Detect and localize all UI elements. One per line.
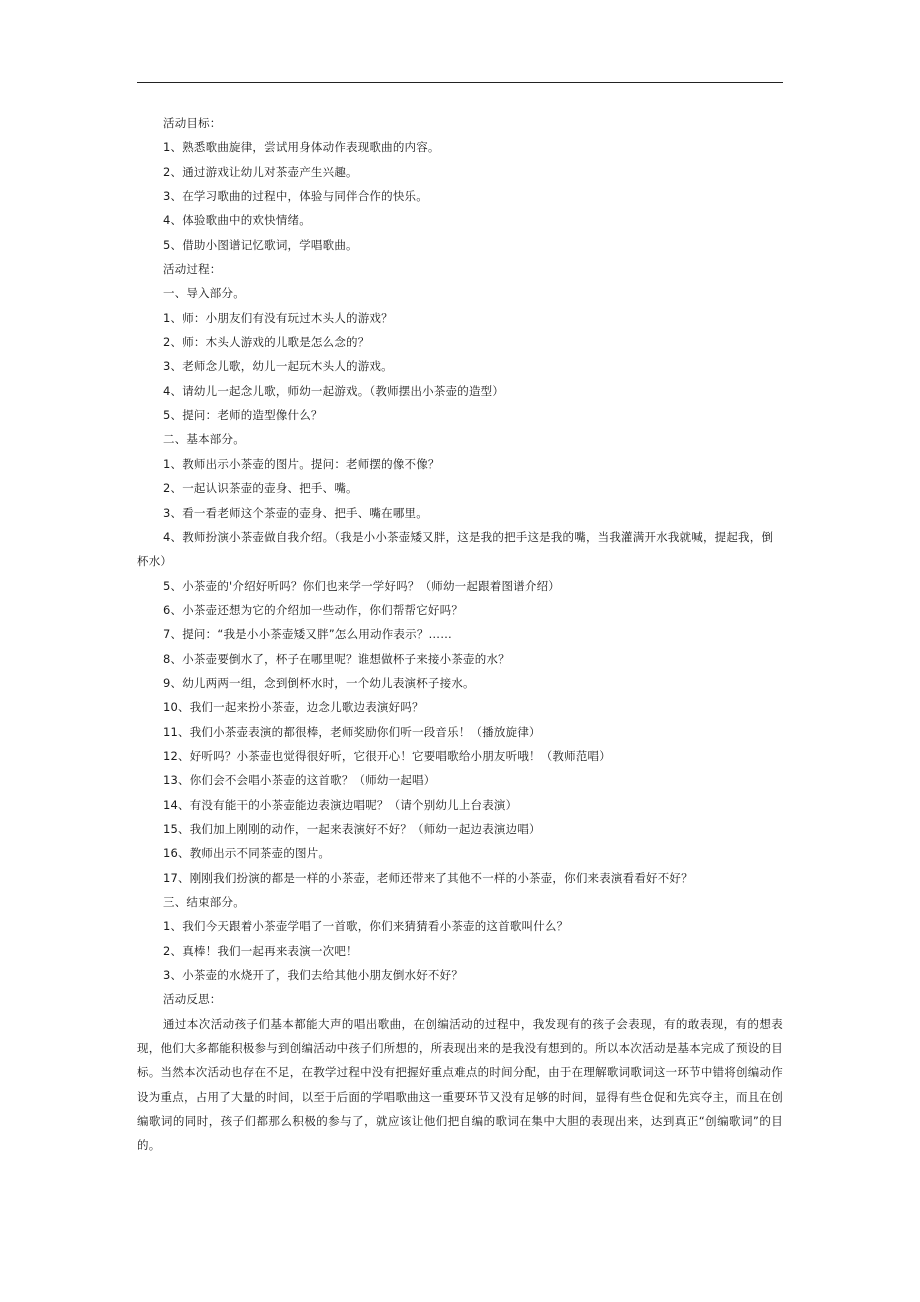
goals-heading: 活动目标： bbox=[163, 116, 222, 130]
step-item: 4、教师扮演小茶壶做自我介绍。（我是小小茶壶矮又胖，这是我的把手这是我的嘴，当我灌满开水我就喊，提起我，倒杯水） bbox=[137, 529, 774, 569]
part3-heading: 三、结束部分。 bbox=[163, 895, 245, 909]
reflection-heading: 活动反思： bbox=[163, 992, 222, 1007]
step-item: 3、看一看老师这个茶壶的壶身、把手、嘴在哪里。 bbox=[163, 505, 428, 520]
step-item: 15、我们加上刚刚的动作，一起来表演好不好？（师幼一起边表演边唱） bbox=[163, 821, 541, 836]
process-heading: 活动过程： bbox=[163, 262, 222, 277]
step-item: 17、刚刚我们扮演的都是一样的小茶壶，老师还带来了其他不一样的小茶壶，你们来表演看看好不好？ bbox=[163, 870, 693, 885]
step-item: 5、小茶壶的'介绍好听吗？你们也来学一学好吗？（师幼一起跟着图谱介绍） bbox=[163, 578, 560, 593]
step-item: 6、小茶壶还想为它的介绍加一些动作，你们帮帮它好吗？ bbox=[163, 602, 464, 617]
step-item: 3、小茶壶的水烧开了，我们去给其他小朋友倒水好不好？ bbox=[163, 968, 464, 983]
part2-heading: 二、基本部分。 bbox=[163, 432, 245, 447]
goal-item: 2、通过游戏让幼儿对茶壶产生兴趣。 bbox=[163, 164, 358, 179]
part1-heading: 一、导入部分。 bbox=[163, 286, 245, 301]
step-item: 9、幼儿两两一组，念到倒杯水时，一个幼儿表演杯子接水。 bbox=[163, 675, 475, 690]
header-rule bbox=[137, 82, 783, 83]
step-item: 3、老师念儿歌，幼儿一起玩木头人的游戏。 bbox=[163, 359, 393, 374]
goal-item: 1、熟悉歌曲旋律，尝试用身体动作表现歌曲的内容。 bbox=[163, 140, 440, 155]
step-item: 4、请幼儿一起念儿歌，师幼一起游戏。（教师摆出小茶壶的造型） bbox=[163, 383, 505, 398]
goal-item: 4、体验歌曲中的欢快情绪。 bbox=[163, 213, 311, 228]
step-item: 13、你们会不会唱小茶壶的这首歌？（师幼一起唱） bbox=[163, 773, 436, 788]
step-item: 10、我们一起来扮小茶壶，边念儿歌边表演好吗？ bbox=[163, 700, 424, 715]
goal-item: 3、在学习歌曲的过程中，体验与同伴合作的快乐。 bbox=[163, 189, 428, 204]
step-item: 5、提问：老师的造型像什么？ bbox=[163, 408, 323, 423]
step-item: 1、师：小朋友们有没有玩过木头人的游戏？ bbox=[163, 310, 393, 325]
step-item: 2、真棒！我们一起再来表演一次吧！ bbox=[163, 943, 358, 958]
document-body bbox=[137, 111, 783, 1158]
step-item: 11、我们小茶壶表演的都很棒，老师奖励你们听一段音乐！（播放旋律） bbox=[163, 724, 541, 739]
step-item: 12、好听吗？小茶壶也觉得很好听，它很开心！它要唱歌给小朋友听哦！（教师范唱） bbox=[163, 748, 611, 763]
step-item: 1、我们今天跟着小茶壶学唱了一首歌，你们来猜猜看小茶壶的这首歌叫什么？ bbox=[163, 919, 569, 934]
step-item: 2、一起认识茶壶的壶身、把手、嘴。 bbox=[163, 481, 358, 496]
goal-item: 5、借助小图谱记忆歌词，学唱歌曲。 bbox=[163, 237, 358, 252]
step-item: 14、有没有能干的小茶壶能边表演边唱呢？（请个别幼儿上台表演） bbox=[163, 797, 518, 812]
step-item: 1、教师出示小茶壶的图片。提问：老师摆的像不像？ bbox=[163, 456, 440, 471]
step-item: 2、师：木头人游戏的儿歌是怎么念的？ bbox=[163, 335, 370, 350]
step-item: 16、教师出示不同茶壶的图片。 bbox=[163, 846, 331, 861]
step-item: 7、提问：“我是小小茶壶矮又胖”怎么用动作表示？…… bbox=[163, 627, 452, 642]
reflection-paragraph: 通过本次活动孩子们基本都能大声的唱出歌曲，在创编活动的过程中，我发现有的孩子会表现，有的敢表现，有的想表现，他们大多都能积极参与到创编活动中孩子们所想的，所表现出来的是我没有想到的。所以本次活动是基本完成了预设的目标。当然本次活动也存在不足，在教学过程中没有把握好重点难点的时间分配，由于在理解歌词歌词这一环节中错将创编动作设为重点，占用了大量的时间，以至于后面的学唱歌曲这一重要环节又没有足够的时间，显得有些仓促和先宾夺主，而且在创编歌词的同时，孩子们都那么积极的参与了，就应该让他们把自编的歌词在集中大胆的表现出来，达到真正“创编歌词”的目的。 bbox=[137, 1016, 783, 1153]
step-item: 8、小茶壶要倒水了，杯子在哪里呢？谁想做杯子来接小茶壶的水？ bbox=[163, 651, 510, 666]
